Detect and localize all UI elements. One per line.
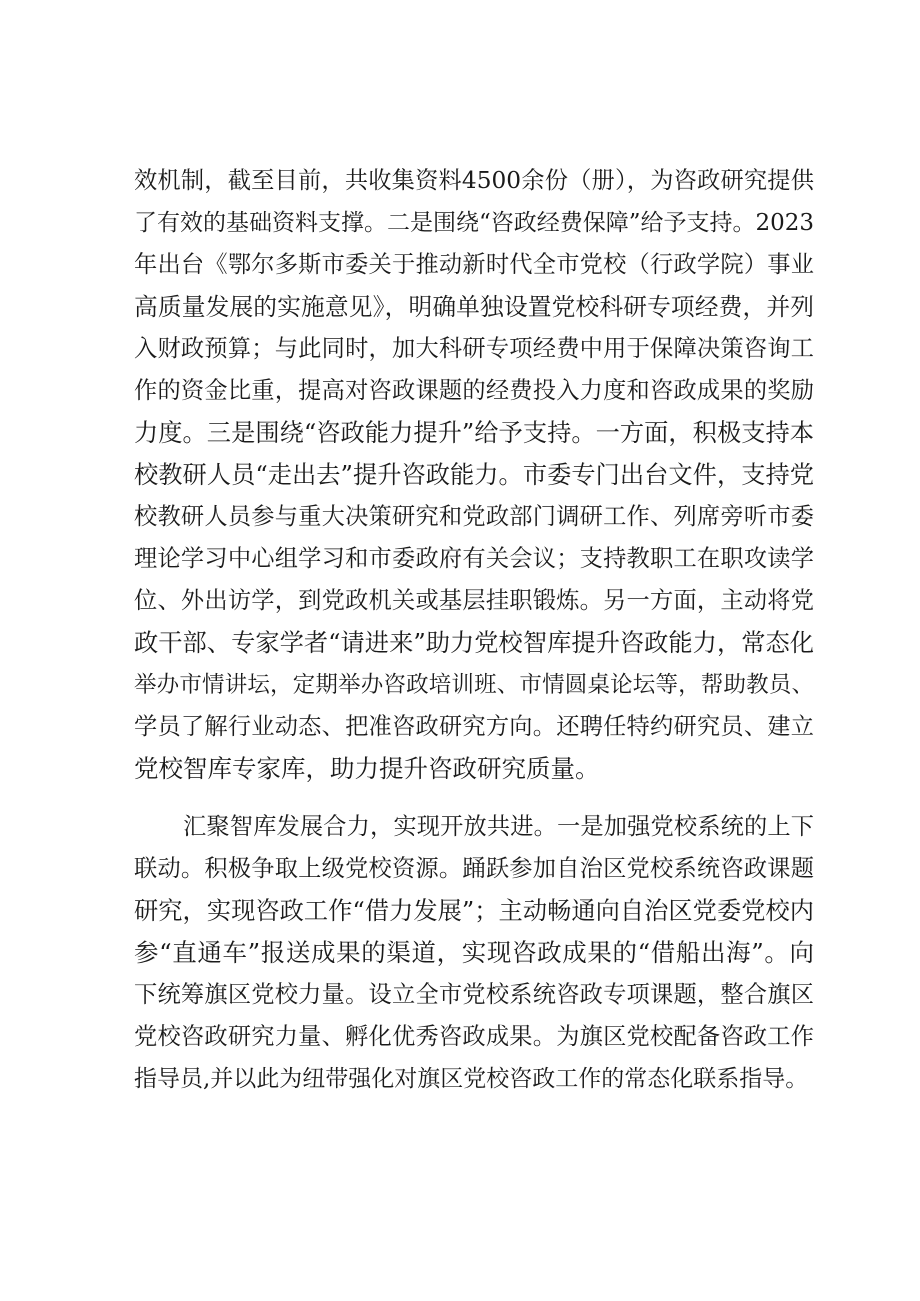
text-line: 高质量发展的实施意见》，明确单独设置党校科研专项经费，并列 — [134, 293, 814, 321]
text-line: 年出台《鄂尔多斯市委关于推动新时代全市党校（行政学院）事业 — [134, 251, 814, 278]
text-line: 党校咨政研究力量、孵化优秀咨政成果。为旗区党校配备咨政工作 — [134, 1023, 814, 1050]
text-line: 联动。积极争取上级党校资源。踊跃参加自治区党校系统咨政课题 — [134, 855, 814, 882]
text-line: 作的资金比重，提高对咨政课题的经费投入力度和咨政成果的奖励 — [134, 377, 814, 404]
text-line: 政干部、专家学者“请进来”助力党校智库提升咨政能力，常态化 — [134, 628, 814, 657]
text-line: 研究，实现咨政工作“借力发展”；主动畅通向自治区党委党校内 — [134, 896, 814, 925]
text-line: 校教研人员参与重大决策研究和党政部门调研工作、列席旁听市委 — [134, 503, 814, 530]
text-line: 力度。三是围绕“咨政能力提升”给予支持。一方面，积极支持本 — [134, 418, 814, 447]
text-line: 位、外出访学，到党政机关或基层挂职锻炼。另一方面，主动将党 — [134, 587, 814, 614]
text-line: 学员了解行业动态、把准咨政研究方向。还聘任特约研究员、建立 — [134, 713, 814, 740]
text-line: 指导员,并以此为纽带强化对旗区党校咨政工作的常态化联系指导。 — [134, 1066, 809, 1092]
text-line: 党校智库专家库，助力提升咨政研究质量。 — [134, 754, 600, 783]
text-line: 入财政预算；与此同时，加大科研专项经费中用于保障决策咨询工 — [134, 335, 814, 362]
text-line: 了有效的基础资料支撑。二是围绕“咨政经费保障”给予支持。2023 — [134, 210, 815, 236]
text-line: 参“直通车”报送成果的渠道，实现咨政成果的“借船出海”。向 — [134, 938, 814, 967]
text-line: 理论学习中心组学习和市委政府有关会议；支持教职工在职攻读学 — [134, 545, 814, 572]
text-line: 效机制，截至目前，共收集资料4500余份（册），为咨政研究提供 — [134, 167, 814, 194]
text-line: 汇聚智库发展合力，实现开放共进。一是加强党校系统的上下 — [183, 813, 814, 840]
text-line: 举办市情讲坛，定期举办咨政培训班、市情圆桌论坛等，帮助教员、 — [134, 672, 814, 698]
text-line: 下统筹旗区党校力量。设立全市党校系统咨政专项课题，整合旗区 — [134, 981, 814, 1008]
text-line: 校教研人员“走出去”提升咨政能力。市委专门出台文件，支持党 — [134, 460, 814, 489]
